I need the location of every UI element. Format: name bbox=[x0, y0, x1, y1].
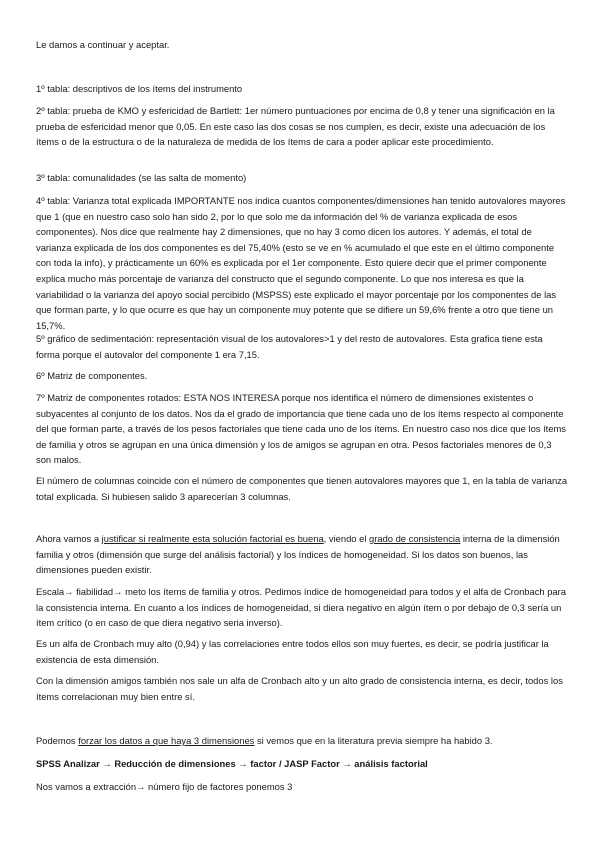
paragraph-table-3: 3º tabla: comunalidades (se las salta de momento) bbox=[36, 172, 247, 183]
paragraph-scree-plot: 5º gráfico de sedimentación: representación visual de los autovalores>1 y del resto de autovalores. Esta grafica tiene esta forma porque el autovalor del componente 1 era 7,15. bbox=[36, 333, 543, 360]
paragraph-component-matrix: 6º Matriz de componentes. bbox=[36, 370, 148, 381]
text-segment: Podemos bbox=[36, 735, 79, 746]
paragraph-table-1: 1º tabla: descriptivos de los ítems del instrumento bbox=[36, 83, 243, 94]
paragraph-cronbach-friends: Con la dimensión amigos también nos sale un alfa de Cronbach alto y un alto grado de consistencia interna, es decir, todos los ítems correlacionan muy bien entre sí. bbox=[36, 675, 563, 702]
paragraph-spss-path: SPSS Analizar → Reducción de dimensiones → factor / JASP Factor → análisis factorial bbox=[36, 758, 428, 769]
paragraph-extraction: Nos vamos a extracción→ número fijo de factores ponemos 3 bbox=[36, 781, 293, 792]
text-segment: , viendo el bbox=[323, 533, 370, 544]
paragraph-columns-note: El número de columnas coincide con el número de componentes que tienen autovalores mayores que 1, en la tabla de varianza total explicada. Si hubiesen salido 3 aparecerían 3 columnas. bbox=[36, 475, 568, 502]
text-segment: si vemos que en la literatura previa siempre ha habido 3. bbox=[254, 735, 493, 746]
underlined-phrase: grado de consistencia bbox=[369, 533, 461, 544]
underlined-phrase: justificar si realmente esta solución factorial es buena bbox=[101, 533, 324, 544]
paragraph-continue-accept: Le damos a continuar y aceptar. bbox=[36, 39, 170, 50]
text-segment: interna de la dimensión familia y otros (dimensión que surge del análisis factorial) y los índices de homogeneidad. Si los datos son buenos, las dimensiones pueden existir. bbox=[36, 533, 560, 576]
paragraph-table-2: 2º tabla: prueba de KMO y esfericidad de Bartlett: 1er número puntuaciones por encima de 0,8 y tener una significación en la prueba de esfericidad menor que 0,05. En este caso las dos cosas se nos cumplen, es decir, existe una adecuación de los ítems o de la estructura o de la naturaleza de medida de los ítems de cara a poder aplicar este procedimiento. bbox=[36, 105, 555, 148]
paragraph-table-4: 4º tabla: Varianza total explicada IMPORTANTE nos indica cuantos componentes/dimensiones han tenido autovalores mayores que 1 (que en nuestro caso solo han sido 2, por lo que solo me da información del % de varianza explicada de esos componentes). Nos dice que realmente hay 2 dimensiones, que no hay 3 como dicen los autores. Y además, el total de varianza explicada de los dos componentes es del 75,40% (esto se ve en % acumulado el que este en el último componente con toda la info), y prácticamente un 60% es explicada por el 1er componente. Esto quiere decir que el primer componente explica mucho más porcentaje de varianza del constructo que el segundo componente. Lo que nos interesa es que la variabilidad o la varianza del apoyo social percibido (MSPSS) este explicado el mayor porcentaje por los componentes de las que forman parte, y lo que ocurre es que hay un componente muy potente que se difiere un 59,6% frente a otro que tiene un 15,7%. bbox=[36, 195, 566, 331]
paragraph-cronbach-family: Es un alfa de Cronbach muy alto (0,94) y las correlaciones entre todos ellos son muy fuertes, es decir, se podría justificar la existencia de esta dimensión. bbox=[36, 638, 549, 665]
paragraph-justify-solution bbox=[36, 531, 568, 578]
text-segment: Ahora vamos a bbox=[36, 533, 102, 544]
paragraph-rotated-matrix: 7º Matriz de componentes rotados: ESTA NOS INTERESA porque nos identifica el número de dimensiones existentes o subyacentes al conjunto de los datos. Nos da el grado de importancia que tiene cada uno de los ítems respecto al componente del que forman parte, a través de los pesos factoriales que tiene cada uno de los ítems. En nuestro caso nos dice que los ítems de familia y otros se agrupan en una única dimensión y los de amigos se agrupan en otra. Pesos factoriales menores de 0,3 son malos. bbox=[36, 392, 566, 466]
underlined-phrase: forzar los datos a que haya 3 dimensiones bbox=[78, 735, 255, 746]
paragraph-reliability-scale: Escala→ fiabilidad→ meto los ítems de familia y otros. Pedimos índice de homogeneidad para todos y el alfa de Cronbach para la consistencia interna. En cuanto a los índices de homogeneidad, si diera negativo en algún ítem o por debajo de 0,3 sería un ítem crítico (o en caso de que diera negativo seria inverso). bbox=[36, 586, 566, 629]
paragraph-force-dimensions bbox=[36, 733, 568, 749]
